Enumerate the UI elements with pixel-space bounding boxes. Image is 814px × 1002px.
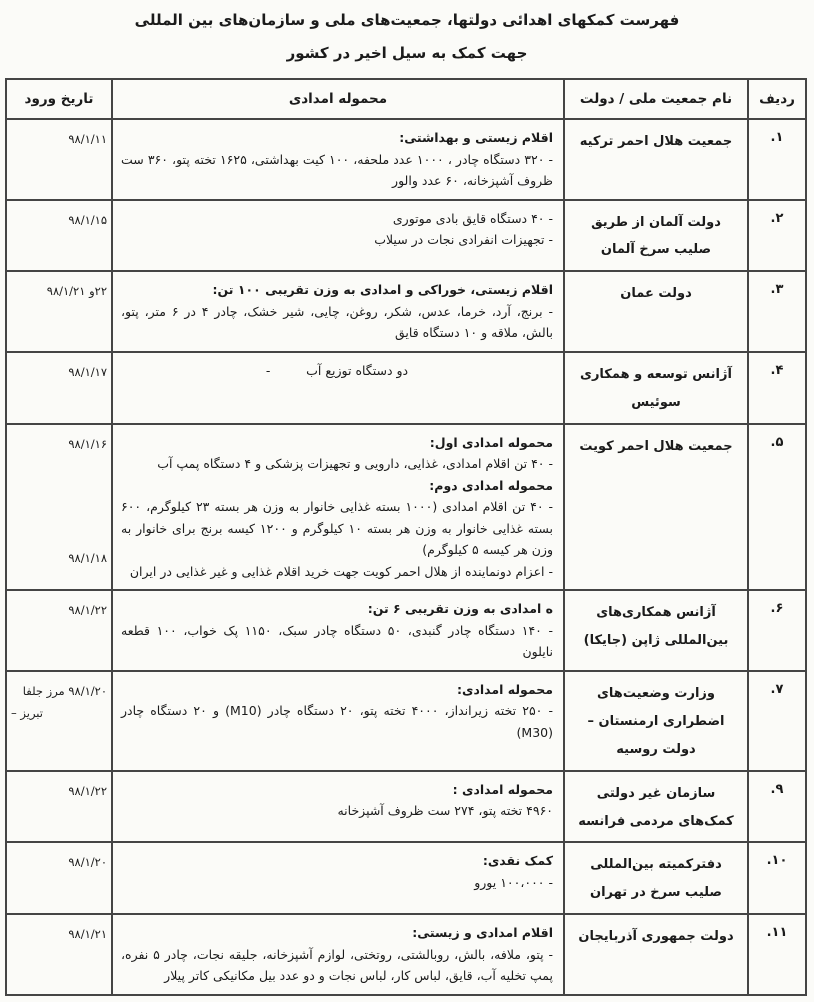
table-row <box>6 590 806 671</box>
row-index: ۲. <box>748 200 806 272</box>
table-row <box>6 671 806 771</box>
cargo-item: - ۱۴۰ دستگاه چادر گنبدی، ۵۰ دستگاه چادر سبک، ۱۱۵۰ پک خواب، ۱۰۰ قطعه نایلون <box>121 622 554 660</box>
entry-date: – تبریز <box>11 705 43 720</box>
entry-date-cell <box>6 771 112 843</box>
entry-date: ۹۸/۱/۲۰ مرز جلفا <box>22 683 107 698</box>
org-name: سازمان غیر دولتی کمک‌های مردمی فرانسه <box>564 771 748 843</box>
row-index: ۶. <box>748 590 806 671</box>
cargo-cell <box>112 200 564 272</box>
cargo-item: - ۴۰ تن اقلام امدادی، غذایی، دارویی و تجهیزات پزشکی و ۴ دستگاه پمپ آب <box>157 456 553 472</box>
org-name: جمعیت هلال احمر ترکیه <box>564 119 748 200</box>
cargo-item: - ۲۵۰ تخته زیرانداز، ۴۰۰۰ تخته پتو، ۲۰ دستگاه چادر (M10) و ۲۰ دستگاه چادر (M30) <box>121 703 553 740</box>
org-name: وزارت وضعیت‌های اضطراری ارمنستان – دولت روسیه <box>564 671 748 771</box>
header-row-number: ردیف <box>748 79 806 119</box>
cargo-cell <box>112 119 564 200</box>
table-row <box>6 914 806 995</box>
cargo-item: - ۴۰ تن اقلام امدادی (۱۰۰۰ بسته غذایی خانوار به وزن هر بسته ۲۳ کیلوگرم، ۶۰۰ بسته غذایی خانوار به وزن هر بسته ۱۰ کیلوگرم و ۱۲۰۰ کیسه برنج برای خانوار به وزن هر کیسه ۵ کیلوگرم) <box>121 499 554 558</box>
cargo-cell <box>112 424 564 591</box>
entry-date-cell <box>6 424 112 591</box>
org-name: دفترکمیته بین‌المللی صلیب سرخ در تهران <box>564 842 748 914</box>
header-entry-date: تاریخ ورود <box>6 79 112 119</box>
entry-date: ۹۸/۱/۱۶ <box>68 436 107 451</box>
entry-date: ۹۸/۱/۱۱ <box>68 132 107 146</box>
table-row <box>6 271 806 352</box>
entry-date: ۹۸/۱/۱۵ <box>68 212 107 227</box>
cargo-cell <box>112 352 564 424</box>
entry-date-cell <box>6 200 112 272</box>
org-name: آژانس توسعه و همکاری سوئیس <box>564 352 748 424</box>
cargo-item: - ۴۰ دستگاه قایق بادی موتوری <box>392 210 553 226</box>
aid-donations-table <box>5 78 807 996</box>
cargo-cell <box>112 590 564 671</box>
table-row <box>6 200 806 272</box>
org-name: دولت جمهوری آذربایجان <box>564 914 748 995</box>
header-cargo: محموله امدادی <box>112 79 564 119</box>
entry-date-cell <box>6 671 112 771</box>
cargo-item: - ۱۰۰،۰۰۰ یورو <box>474 874 553 890</box>
row-index: ۵. <box>748 424 806 591</box>
cargo-item: - تجهیزات انفرادی نجات در سیلاب <box>374 232 553 247</box>
document-title-line2: جهت کمک به سیل اخیر در کشور <box>286 44 528 62</box>
table-row <box>6 424 806 591</box>
entry-date-cell <box>6 590 112 671</box>
table-row <box>6 119 806 200</box>
cargo-cell <box>112 914 564 995</box>
table-row <box>6 352 806 424</box>
table-header-row <box>6 79 806 119</box>
row-index: ۹. <box>748 771 806 843</box>
entry-date-cell <box>6 914 112 995</box>
entry-date-cell <box>6 842 112 914</box>
cargo-heading: محموله امدادی: <box>457 681 553 697</box>
cargo-item: ۴۹۶۰ تخته پتو، ۲۷۴ ست ظروف آشپزخانه <box>337 803 553 819</box>
cargo-item: دو دستگاه توزیع آب - <box>265 362 409 378</box>
org-name: دولت عمان <box>564 271 748 352</box>
row-index: ۱۱. <box>748 914 806 995</box>
row-index: ۴. <box>748 352 806 424</box>
table-row <box>6 771 806 843</box>
document-title-line1: فهرست کمکهای اهدائی دولتها، جمعیت‌های ملی و سازمان‌های بین المللی <box>134 11 680 29</box>
cargo-heading: اقلام امدادی و زیستی: <box>412 925 553 941</box>
org-name: جمعیت هلال احمر کویت <box>564 424 748 591</box>
entry-date-cell <box>6 271 112 352</box>
entry-date: ۹۸/۱/۱۸ <box>68 550 107 565</box>
table-row <box>6 842 806 914</box>
entry-date: ۹۸/۱/۱۷ <box>68 364 107 379</box>
entry-date-cell <box>6 352 112 424</box>
org-name: دولت آلمان از طریق صلیب سرخ آلمان <box>564 200 748 272</box>
entry-date: ۲۲و ۹۸/۱/۲۱ <box>46 284 107 299</box>
cargo-heading: کمک نقدی: <box>482 853 553 869</box>
cargo-heading: ه امدادی به وزن تقریبی ۶ تن: <box>367 601 553 617</box>
cargo-heading: اقلام زیستی و بهداشتی: <box>399 130 553 145</box>
cargo-item: - برنج، آرد، خرما، عدس، شکر، روغن، چایی، شیر خشک، چادر ۴ در ۶ متر، پتو، بالش، ملاقه و ۱۰ دستگاه قایق <box>121 303 553 341</box>
cargo-heading: محموله امدادی دوم: <box>429 477 553 493</box>
cargo-cell <box>112 271 564 352</box>
cargo-cell <box>112 771 564 843</box>
org-name: آژانس همکاری‌های بین‌المللی ژاپن (جایکا) <box>564 590 748 671</box>
entry-date-cell <box>6 119 112 200</box>
cargo-heading: اقلام زیستی، خوراکی و امدادی به وزن تقریبی ۱۰۰ تن: <box>212 282 553 298</box>
cargo-heading: محموله امدادی : <box>452 781 553 797</box>
cargo-item: - اعزام دونماینده از هلال احمر کویت جهت خرید اقلام غذایی و غیر غذایی در ایران <box>129 563 553 579</box>
aid-table-body <box>6 119 806 995</box>
row-index: ۱۰. <box>748 842 806 914</box>
cargo-item: - پتو، ملافه، بالش، روبالشتی، روتختی، لوازم آشپزخانه، جلیقه نجات، چادر ۵ نفره، پمپ تخلیه آب، قایق، لباس کار، لباس نجات و دو عدد بیل مکانیکی کاتر پیلار <box>121 946 553 984</box>
entry-date: ۹۸/۱/۲۲ <box>68 603 107 618</box>
cargo-heading: محموله امدادی اول: <box>429 434 553 450</box>
row-index: ۱. <box>748 119 806 200</box>
entry-date: ۹۸/۱/۲۱ <box>68 927 107 942</box>
header-org-name: نام جمعیت ملی / دولت <box>564 79 748 119</box>
cargo-item: - ۳۲۰ دستگاه چادر ، ۱۰۰۰ عدد ملحفه، ۱۰۰ کیت بهداشتی، ۱۶۲۵ تخته پتو، ۳۶۰ ست ظروف آشپزخانه، ۶۰ عدد والور <box>121 151 553 188</box>
row-index: ۳. <box>748 271 806 352</box>
cargo-cell <box>112 671 564 771</box>
document-title <box>7 10 807 64</box>
cargo-cell <box>112 842 564 914</box>
entry-date: ۹۸/۱/۲۰ <box>68 855 107 870</box>
row-index: ۷. <box>748 671 806 771</box>
entry-date: ۹۸/۱/۲۲ <box>68 783 107 798</box>
